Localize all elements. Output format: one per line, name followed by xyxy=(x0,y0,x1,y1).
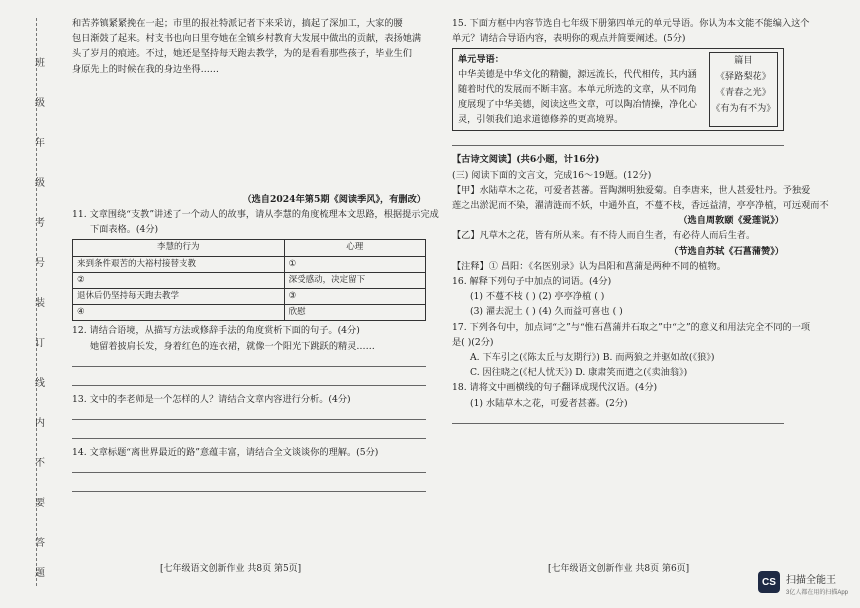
behavior-table xyxy=(72,239,426,321)
answer-line[interactable] xyxy=(72,426,426,439)
paragraph: 头了岁月的痕迹。不过，她还是坚持每天跑去教学，为的是看看那些孩子，毕业生们 xyxy=(72,48,412,60)
answer-cell[interactable]: ③ xyxy=(284,289,425,305)
paragraph: 包日渐鼓了起来。村支书也向日里夸她在全镇乡村教育大发展中做出的贡献，表扬她满 xyxy=(72,33,422,45)
left-page xyxy=(72,16,439,498)
scanner-watermark xyxy=(758,568,848,596)
binder-char: 装 xyxy=(35,298,45,309)
page-footer: [七年级语文创新作业 共8页 第6页] xyxy=(548,564,690,574)
answer-line[interactable] xyxy=(452,133,784,146)
passage-jia: 【甲】水陆草木之花，可爱者甚蕃。晋陶渊明独爱菊。自李唐来，世人甚爱牡丹。予独爱 xyxy=(452,184,811,196)
question-11: 11. 文章围绕“支教”讲述了一个动人的故事，请从李慧的角度梳理本文思路，根据提示完成 xyxy=(72,209,439,221)
paragraph: 和苦荞镇紧紧挽在一起；市里的报社特派记者下来采访，搞起了深加工，大家的腰 xyxy=(72,18,403,29)
table-row xyxy=(73,305,426,321)
right-page xyxy=(452,16,829,430)
answer-line[interactable] xyxy=(72,460,426,473)
answer-cell[interactable]: ④ xyxy=(73,305,285,321)
question-13: 13. 文中的李老师是一个怎样的人？请结合文章内容进行分析。(4分) xyxy=(72,393,351,405)
table-header: 李慧的行为 xyxy=(73,240,285,256)
question-17-options: A. 下车引之(《陈太丘与友期行》) B. 而两狼之并驱如故(《狼》) xyxy=(470,352,715,364)
question-16-items: (3) 濯去泥土 ( ) (4) 久而益可喜也 ( ) xyxy=(470,306,623,318)
camscanner-icon: CS xyxy=(758,571,780,593)
question-14: 14. 文章标题“离世界最近的路”意蕴丰富，请结合全文谈谈你的理解。(5分) xyxy=(72,447,379,459)
quoted-sentence: 她留着披肩长发，身着红色的连衣裙，就像一个阳光下跳跃的精灵…… xyxy=(90,340,375,352)
paragraph: 身原先上的时候在我的身边坐得…… xyxy=(72,63,219,75)
article-item: 《驿路梨花》 xyxy=(715,71,771,83)
binder-char: 题 xyxy=(35,568,45,579)
table-row xyxy=(73,272,426,288)
watermark-name: 扫描全能王 xyxy=(785,575,836,586)
question-16-items: (1) 不蔓不枝 ( ) (2) 亭亭净植 ( ) xyxy=(470,291,605,303)
article-list xyxy=(709,52,778,127)
source-line: （节选自苏轼《石菖蒲赞》） xyxy=(669,245,784,257)
table-cell: 退休后仍坚持每天跑去教学 xyxy=(73,289,285,305)
article-list-title: 篇目 xyxy=(734,55,753,67)
question-17-options: C. 因往晓之(《杞人忧天》) D. 康肃笑而遣之(《卖油翁》) xyxy=(470,367,688,379)
answer-line[interactable] xyxy=(72,373,426,386)
question-17: 17. 下列各句中，加点词“之”与“惟石菖蒲并石取之”中“之”的意义和用法完全不同的一项 xyxy=(452,321,811,333)
table-cell: 深受感动，决定留下 xyxy=(284,272,425,288)
binder-char: 级 xyxy=(35,178,45,189)
table-cell: 欣慰 xyxy=(284,305,425,321)
binder-char: 内 xyxy=(35,418,45,429)
binder-char: 考 xyxy=(35,218,45,229)
question-17-cont: 是( )(2分) xyxy=(452,336,494,348)
question-12: 12. 请结合语境，从描写方法或修辞手法的角度赏析下面的句子。(4分) xyxy=(72,325,360,337)
answer-line[interactable] xyxy=(72,479,426,492)
answer-line[interactable] xyxy=(72,354,426,367)
section-heading: 【古诗文阅读】(共6小题，计16分) xyxy=(452,154,600,166)
answer-cell[interactable]: ② xyxy=(73,272,285,288)
binder-char: 号 xyxy=(35,258,45,269)
binding-line xyxy=(36,18,47,586)
source-line: （选自周敦颐《爱莲说》） xyxy=(678,215,784,227)
question-16: 16. 解释下列句子中加点的词语。(4分) xyxy=(452,276,612,288)
binder-char: 班 xyxy=(35,58,45,69)
binder-char: 答 xyxy=(35,538,45,549)
page-footer: [七年级语文创新作业 共8页 第5页] xyxy=(160,564,302,574)
question-11-cont: 下面表格。(4分) xyxy=(90,224,159,236)
question-18: 18. 请将文中画横线的句子翻译成现代汉语。(4分) xyxy=(452,382,658,394)
article-item: 《青春之光》 xyxy=(715,87,771,99)
passage-jia-cont: 莲之出淤泥而不染，濯清涟而不妖，中通外直，不蔓不枝，香远益清，亭亭净植，可远观而不 xyxy=(452,200,829,212)
question-18-item: (1) 水陆草木之花，可爱者甚蕃。(2分) xyxy=(470,397,628,409)
unit-guide-text: 中华美德是中华文化的精髓，源远流长，代代相传，其内涵随着时代的发展而不断丰富。本单元所选的文章，从不同角度展现了中华美德，阅读这些文章，可以陶冶情操，净化心灵，引领我们追求道德修养的更高境界。 xyxy=(458,69,697,126)
article-item: 《有为有不为》 xyxy=(711,103,776,115)
passage-yi: 【乙】凡草木之花，皆有所从来。有不待人而自生者，有必待人而后生者。 xyxy=(452,230,756,242)
table-row xyxy=(73,289,426,305)
source-line: （选自2024年第5期《阅读季风》，有删改） xyxy=(242,193,426,205)
unit-guide-body xyxy=(458,52,701,127)
binder-char: 级 xyxy=(35,98,45,109)
sub-heading: (三) 阅读下面的文言文，完成16～19题。(12分) xyxy=(452,169,652,181)
table-header: 心理 xyxy=(284,240,425,256)
table-row xyxy=(73,256,426,272)
answer-cell[interactable]: ① xyxy=(284,256,425,272)
paragraph-spacer xyxy=(72,77,426,192)
binder-char: 线 xyxy=(35,378,45,389)
annotation: 【注释】① 昌阳：《名医别录》认为昌阳和菖蒲是两种不同的植物。 xyxy=(452,260,726,272)
binder-char: 年 xyxy=(35,138,45,149)
answer-line[interactable] xyxy=(72,407,426,420)
watermark-sub: 3亿人都在用的扫描App xyxy=(785,590,848,596)
answer-line[interactable] xyxy=(452,411,784,424)
question-15-cont: 单元？请结合导语内容，表明你的观点并简要阐述。(5分) xyxy=(452,33,686,45)
table-cell: 来到条件艰苦的大裕村接替支教 xyxy=(73,256,285,272)
binder-char: 不 xyxy=(35,458,45,469)
binder-char: 订 xyxy=(35,338,45,349)
unit-guide-title: 单元导语： xyxy=(458,54,504,66)
binder-char: 要 xyxy=(35,498,45,509)
unit-guide-box xyxy=(452,48,784,131)
question-15: 15. 下面方框中内容节选自七年级下册第四单元的单元导语。你认为本文能不能编入这个 xyxy=(452,18,810,29)
